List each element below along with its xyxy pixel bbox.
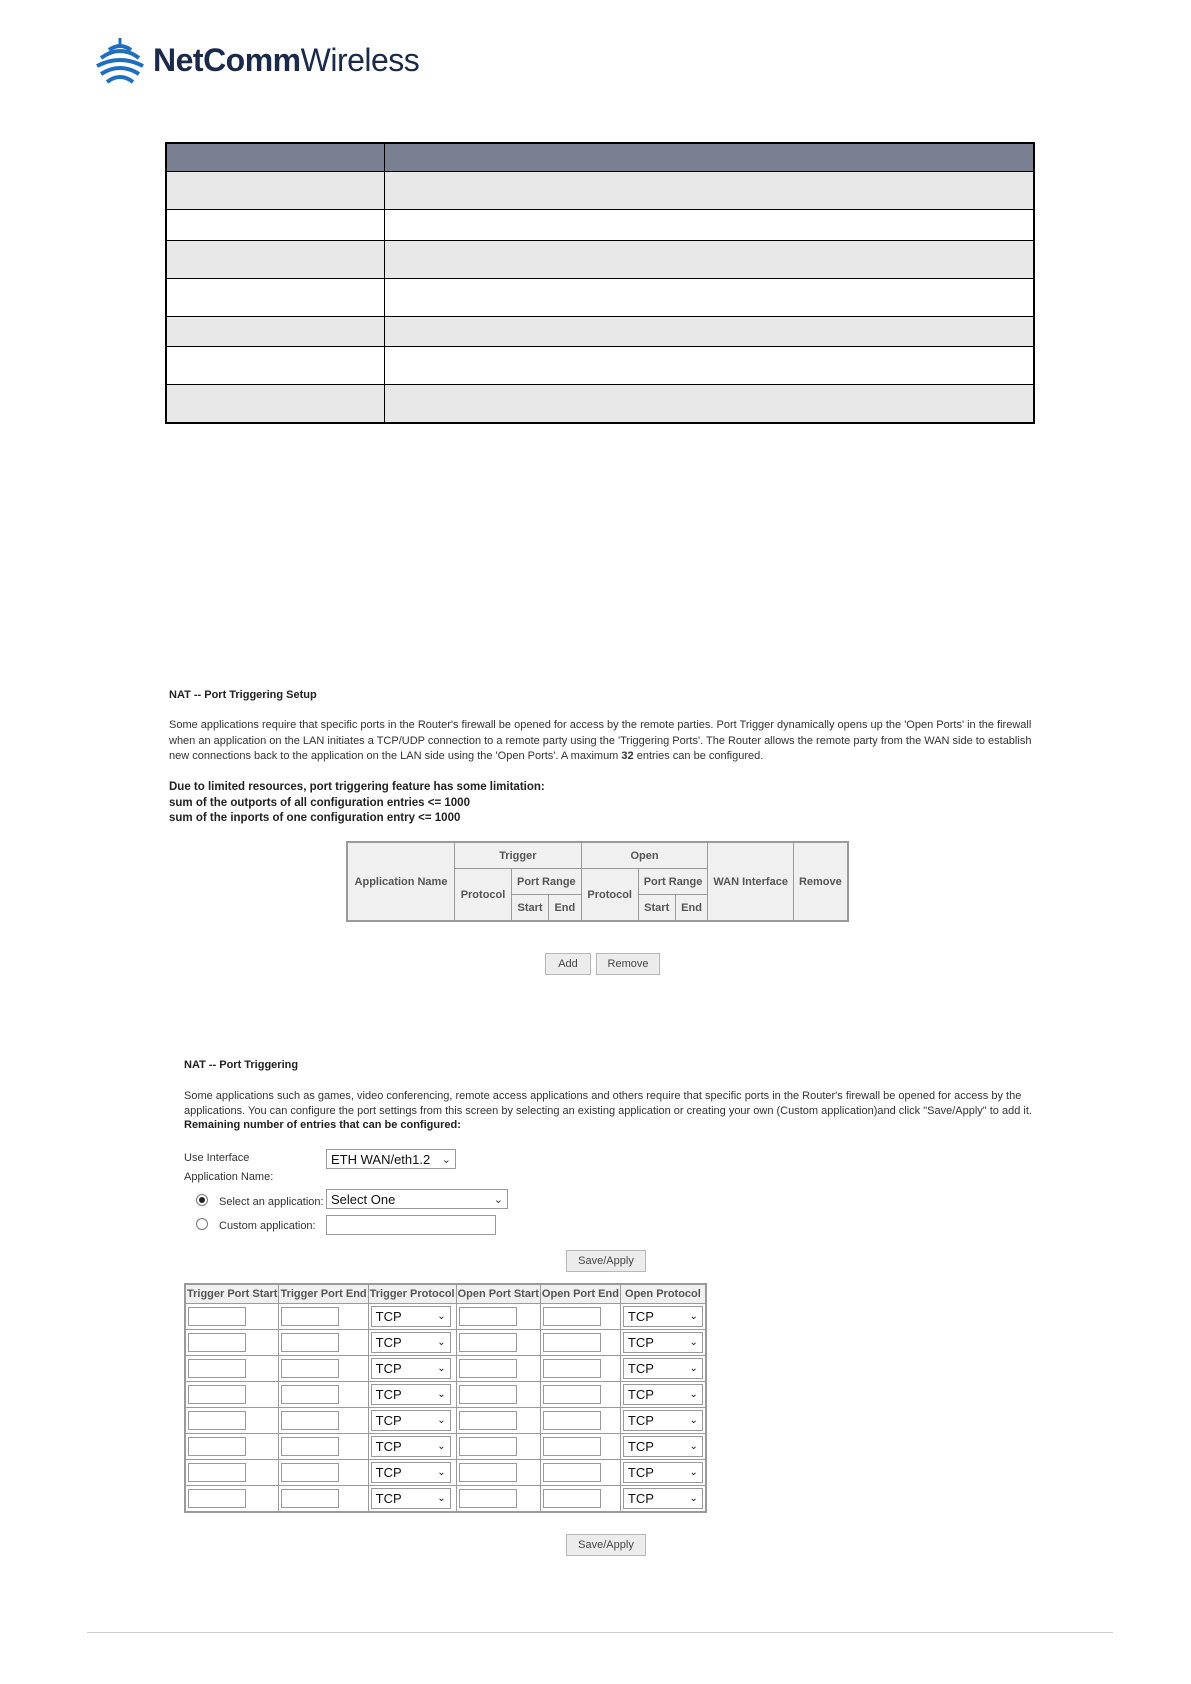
- limitation-notes: [169, 780, 545, 827]
- chevron-down-icon: ⌄: [437, 1415, 446, 1426]
- open-port-end-input[interactable]: [543, 1437, 601, 1456]
- trigger-port-start-input[interactable]: [188, 1307, 246, 1326]
- limitation-line: sum of the inports of one configuration entry <= 1000: [169, 812, 461, 824]
- open-protocol-select[interactable]: TCP ⌄: [623, 1332, 703, 1353]
- chevron-down-icon: ⌄: [437, 1311, 446, 1322]
- chevron-down-icon: ⌄: [689, 1363, 698, 1374]
- chevron-down-icon: ⌄: [441, 1154, 451, 1166]
- port-triggering-table: [346, 841, 849, 922]
- setup-description: Some applications require that specific ports in the Router's firewall be opened for access by the remote parties. Port Trigger dynamically opens up the 'Open Ports' in the firewall when an application on the LAN initiates a TCP/UDP connection to a remote party using the 'Triggering Ports'. The Router allows the remote party from the WAN side to establish new connections back to the application on the LAN side using the 'Open Ports'. A maximum 32 entries can be configured.: [169, 719, 1032, 762]
- trigger-port-end-input[interactable]: [281, 1307, 339, 1326]
- trigger-protocol-select[interactable]: TCP ⌄: [371, 1384, 451, 1405]
- open-protocol-select[interactable]: TCP ⌄: [623, 1410, 703, 1431]
- chevron-down-icon: ⌄: [689, 1493, 698, 1504]
- open-port-end-input[interactable]: [543, 1333, 601, 1352]
- document-table: [165, 142, 1035, 424]
- table-cell: [166, 279, 385, 317]
- table-cell: [166, 347, 385, 385]
- chevron-down-icon: ⌄: [689, 1467, 698, 1478]
- open-port-end-input[interactable]: [543, 1385, 601, 1404]
- open-protocol-select[interactable]: TCP ⌄: [623, 1462, 703, 1483]
- trigger-port-end-input[interactable]: [281, 1359, 339, 1378]
- col-trigger-end: End: [549, 895, 582, 922]
- trigger-rules-table: [184, 1283, 707, 1513]
- limitation-line: sum of the outports of all configuration entries <= 1000: [169, 796, 470, 809]
- col-trigger: Trigger: [455, 842, 582, 869]
- table-header-cell: [385, 143, 1035, 172]
- table-row: [185, 1434, 706, 1460]
- table-cell: [385, 210, 1035, 241]
- chevron-down-icon: ⌄: [437, 1389, 446, 1400]
- chevron-down-icon: ⌄: [689, 1311, 698, 1322]
- open-protocol-select[interactable]: TCP ⌄: [623, 1384, 703, 1405]
- col-open-port-end: Open Port End: [540, 1284, 620, 1304]
- trigger-port-end-input[interactable]: [281, 1437, 339, 1456]
- table-cell: [385, 241, 1035, 279]
- table-row: [185, 1330, 706, 1356]
- col-open-start: Start: [638, 895, 675, 922]
- trigger-protocol-select[interactable]: TCP ⌄: [371, 1332, 451, 1353]
- footer-divider: [87, 1632, 1113, 1633]
- table-cell: [385, 172, 1035, 210]
- chevron-down-icon: ⌄: [437, 1337, 446, 1348]
- open-port-end-input[interactable]: [543, 1307, 601, 1326]
- trigger-port-start-input[interactable]: [188, 1437, 246, 1456]
- col-trigger-port-end: Trigger Port End: [279, 1284, 368, 1304]
- use-interface-label: Use Interface: [184, 1152, 250, 1164]
- trigger-protocol-select[interactable]: TCP ⌄: [371, 1462, 451, 1483]
- col-wan-interface: WAN Interface: [708, 842, 794, 921]
- trigger-port-start-input[interactable]: [188, 1489, 246, 1508]
- open-port-start-input[interactable]: [459, 1333, 517, 1352]
- brand-wordmark: NetCommWireless: [153, 41, 420, 78]
- col-open: Open: [581, 842, 708, 869]
- brand-logo: [95, 34, 419, 86]
- open-port-start-input[interactable]: [459, 1359, 517, 1378]
- trigger-port-start-input[interactable]: [188, 1411, 246, 1430]
- table-cell: [385, 347, 1035, 385]
- trigger-protocol-select[interactable]: TCP ⌄: [371, 1488, 451, 1509]
- table-cell: [385, 317, 1035, 347]
- select-application-dropdown[interactable]: Select One ⌄: [326, 1189, 508, 1209]
- col-open-end: End: [675, 895, 708, 922]
- chevron-down-icon: ⌄: [689, 1441, 698, 1452]
- trigger-port-start-input[interactable]: [188, 1333, 246, 1352]
- use-interface-select[interactable]: ETH WAN/eth1.2 ⌄: [326, 1149, 456, 1169]
- max-entries-value: 32: [621, 750, 634, 762]
- triggering-description: Some applications such as games, video conferencing, remote access applications and others require that specific ports in the Router's firewall be opened for access by the applications. You can configure the port settings from this screen by selecting an existing application or creating your own (Custom application)and click "Save/Apply" to add it.: [184, 1090, 1032, 1117]
- table-cell: [166, 317, 385, 347]
- chevron-down-icon: ⌄: [689, 1415, 698, 1426]
- select-application-radio[interactable]: [196, 1194, 208, 1206]
- col-trigger-protocol: Trigger Protocol: [368, 1284, 456, 1304]
- col-open-port-start: Open Port Start: [456, 1284, 540, 1304]
- col-trigger-port-range: Port Range: [512, 869, 582, 895]
- open-port-end-input[interactable]: [543, 1359, 601, 1378]
- wifi-logo-icon: [95, 36, 145, 84]
- table-row: [185, 1486, 706, 1513]
- select-application-label: Select an application:: [219, 1196, 324, 1208]
- save-apply-bottom-button[interactable]: Save/Apply: [566, 1534, 646, 1556]
- table-cell: [166, 385, 385, 423]
- trigger-protocol-select[interactable]: TCP ⌄: [371, 1410, 451, 1431]
- trigger-protocol-select[interactable]: TCP ⌄: [371, 1436, 451, 1457]
- trigger-protocol-select[interactable]: TCP ⌄: [371, 1306, 451, 1327]
- chevron-down-icon: ⌄: [437, 1467, 446, 1478]
- add-button[interactable]: Add: [545, 953, 591, 975]
- open-port-end-input[interactable]: [543, 1411, 601, 1430]
- open-port-end-input[interactable]: [543, 1463, 601, 1482]
- trigger-port-end-input[interactable]: [281, 1489, 339, 1508]
- custom-application-input[interactable]: [326, 1215, 496, 1235]
- col-trigger-port-start: Trigger Port Start: [185, 1284, 279, 1304]
- open-port-start-input[interactable]: [459, 1437, 517, 1456]
- open-port-start-input[interactable]: [459, 1307, 517, 1326]
- trigger-port-end-input[interactable]: [281, 1385, 339, 1404]
- table-header-cell: [166, 143, 385, 172]
- col-open-protocol: Protocol: [581, 869, 638, 922]
- save-apply-button[interactable]: Save/Apply: [566, 1250, 646, 1272]
- col-trigger-protocol: Protocol: [455, 869, 512, 922]
- trigger-port-start-input[interactable]: [188, 1385, 246, 1404]
- application-name-label: Application Name:: [184, 1171, 274, 1183]
- chevron-down-icon: ⌄: [437, 1441, 446, 1452]
- open-port-end-input[interactable]: [543, 1489, 601, 1508]
- col-remove: Remove: [793, 842, 847, 921]
- limitation-line: Due to limited resources, port triggering feature has some limitation:: [169, 781, 545, 793]
- triggering-title: NAT -- Port Triggering: [184, 1059, 299, 1071]
- trigger-port-start-input[interactable]: [188, 1359, 246, 1378]
- table-row: [185, 1460, 706, 1486]
- open-port-start-input[interactable]: [459, 1463, 517, 1482]
- trigger-port-start-input[interactable]: [188, 1463, 246, 1482]
- trigger-protocol-select[interactable]: TCP ⌄: [371, 1358, 451, 1379]
- trigger-port-end-input[interactable]: [281, 1411, 339, 1430]
- chevron-down-icon: ⌄: [493, 1194, 503, 1206]
- table-row: [185, 1356, 706, 1382]
- open-protocol-select[interactable]: TCP ⌄: [623, 1306, 703, 1327]
- open-port-start-input[interactable]: [459, 1385, 517, 1404]
- open-port-start-input[interactable]: [459, 1411, 517, 1430]
- remaining-entries-label: Remaining number of entries that can be configured:: [184, 1119, 461, 1131]
- chevron-down-icon: ⌄: [437, 1493, 446, 1504]
- table-cell: [385, 385, 1035, 423]
- custom-application-label: Custom application:: [219, 1220, 316, 1232]
- chevron-down-icon: ⌄: [689, 1389, 698, 1400]
- table-cell: [166, 241, 385, 279]
- chevron-down-icon: ⌄: [689, 1337, 698, 1348]
- col-open-port-range: Port Range: [638, 869, 708, 895]
- table-row: [185, 1408, 706, 1434]
- custom-application-radio[interactable]: [196, 1218, 208, 1230]
- open-port-start-input[interactable]: [459, 1489, 517, 1508]
- open-protocol-select[interactable]: TCP ⌄: [623, 1488, 703, 1509]
- col-open-protocol: Open Protocol: [620, 1284, 706, 1304]
- trigger-port-end-input[interactable]: [281, 1463, 339, 1482]
- remove-button[interactable]: Remove: [596, 953, 660, 975]
- setup-title: NAT -- Port Triggering Setup: [169, 689, 317, 701]
- table-cell: [166, 172, 385, 210]
- table-row: [185, 1304, 706, 1330]
- trigger-port-end-input[interactable]: [281, 1333, 339, 1352]
- table-row: [185, 1382, 706, 1408]
- table-cell: [385, 279, 1035, 317]
- open-protocol-select[interactable]: TCP ⌄: [623, 1436, 703, 1457]
- table-cell: [166, 210, 385, 241]
- chevron-down-icon: ⌄: [437, 1363, 446, 1374]
- open-protocol-select[interactable]: TCP ⌄: [623, 1358, 703, 1379]
- col-trigger-start: Start: [512, 895, 549, 922]
- col-application-name: Application Name: [347, 842, 455, 921]
